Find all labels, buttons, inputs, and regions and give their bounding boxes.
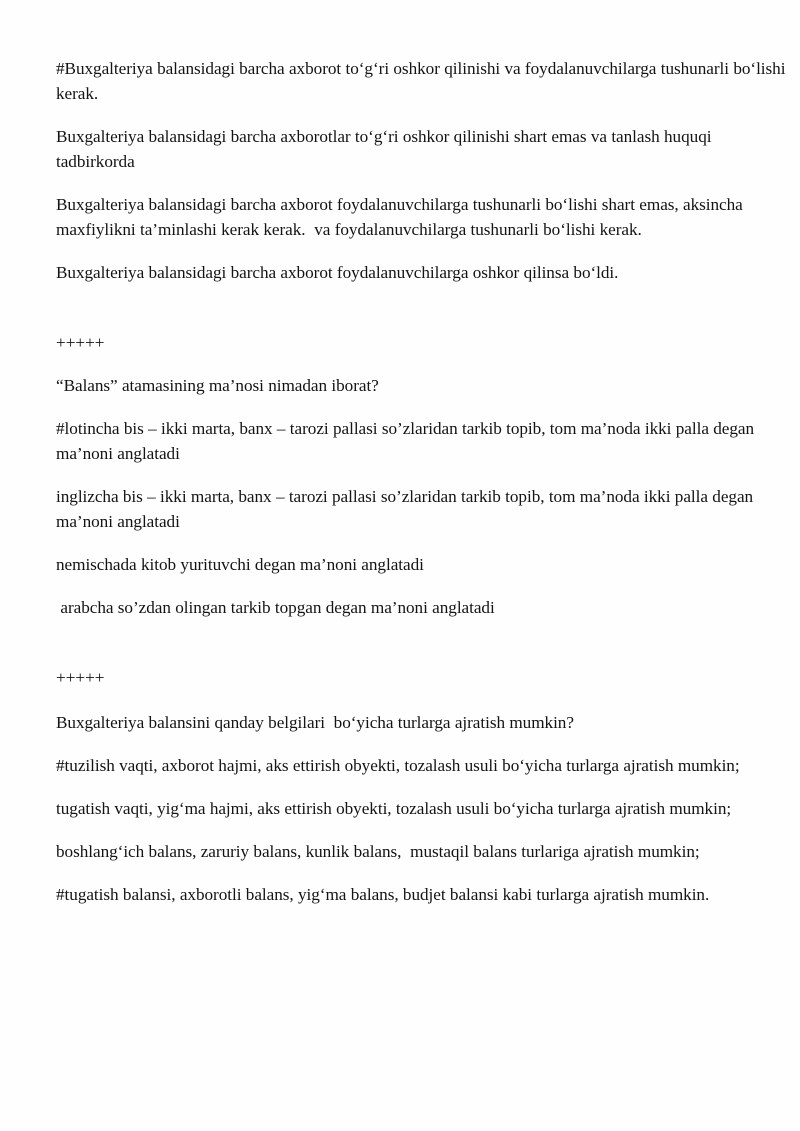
paragraph-question-1: “Balans” atamasining ma’nosi nimadan iborat? [56, 376, 379, 395]
paragraph-answer-2: Buxgalteriya balansidagi barcha axborotlar to‘g‘ri oshkor qilinishi shart emas va tanlash huquqi tadbirkorda [56, 127, 716, 171]
paragraph-answer-12: #tugatish balansi, axborotli balans, yig‘ma balans, budjet balansi kabi turlarga ajratish mumkin. [56, 885, 710, 904]
paragraph-answer-9: #tuzilish vaqti, axborot hajmi, aks ettirish obyekti, tozalash usuli bo‘yicha turlarga ajratish mumkin; [56, 756, 740, 775]
separator-2: +++++ [56, 668, 105, 687]
paragraph-answer-7: nemischada kitob yurituvchi degan ma’noni anglatadi [56, 555, 424, 574]
paragraph-answer-11: boshlang‘ich balans, zaruriy balans, kunlik balans, mustaqil balans turlariga ajratish mumkin; [56, 842, 700, 861]
paragraph-answer-4: Buxgalteriya balansidagi barcha axborot foydalanuvchilarga oshkor qilinsa bo‘ldi. [56, 263, 619, 282]
paragraph-answer-3: Buxgalteriya balansidagi barcha axborot foydalanuvchilarga tushunarli bo‘lishi shart emas, aksincha maxfiylikni ta’minlashi kerak kerak. va foydalanuvchilarga tushunarli bo‘lishi kerak. [56, 195, 748, 239]
document-body [56, 56, 790, 907]
paragraph-question-2: Buxgalteriya balansini qanday belgilari bo‘yicha turlarga ajratish mumkin? [56, 713, 574, 732]
separator-1: +++++ [56, 333, 105, 352]
paragraph-answer-1: #Buxgalteriya balansidagi barcha axborot to‘g‘ri oshkor qilinishi va foydalanuvchilarga tushunarli bo‘lishi kerak. [56, 59, 790, 103]
paragraph-answer-6: inglizcha bis – ikki marta, banx – tarozi pallasi so’zlaridan tarkib topib, tom ma’noda ikki palla degan ma’noni anglatadi [56, 487, 758, 531]
paragraph-answer-8: arabcha so’zdan olingan tarkib topgan degan ma’noni anglatadi [56, 598, 495, 617]
paragraph-answer-10: tugatish vaqti, yig‘ma hajmi, aks ettirish obyekti, tozalash usuli bo‘yicha turlarga ajratish mumkin; [56, 799, 732, 818]
paragraph-answer-5: #lotincha bis – ikki marta, banx – tarozi pallasi so’zlaridan tarkib topib, tom ma’noda ikki palla degan ma’noni anglatadi [56, 419, 759, 463]
